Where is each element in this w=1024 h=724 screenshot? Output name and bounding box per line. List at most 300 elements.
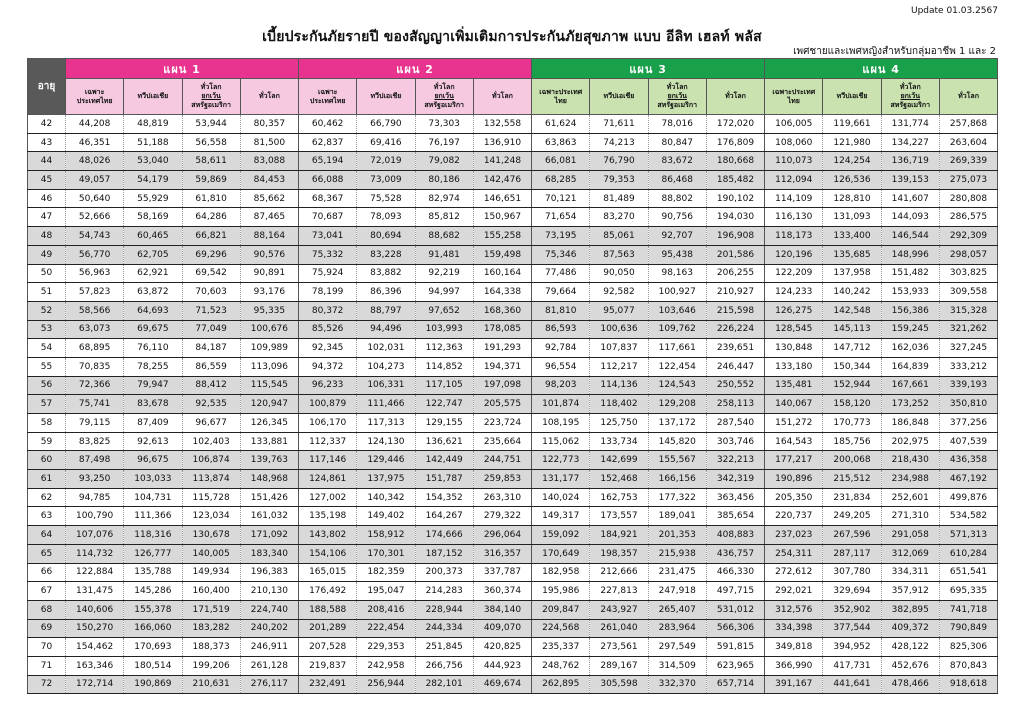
table-row [28,563,998,582]
premium-cell: 92,613 [124,432,182,451]
premium-cell: 111,366 [124,507,182,526]
table-row [28,171,998,190]
coverage-header-line: ทั่วโลก [200,83,222,91]
premium-cell: 55,929 [124,189,182,208]
premium-cell: 100,676 [240,320,298,339]
premium-cell: 244,334 [415,619,473,638]
premium-cell: 478,466 [881,675,939,694]
premium-cell: 205,575 [473,395,531,414]
premium-cell: 377,544 [823,619,881,638]
plan-2-thailand-only-header [299,79,357,115]
premium-cell: 92,219 [415,264,473,283]
coverage-header-line: ยกเว้น [900,92,920,100]
premium-cell: 189,041 [648,507,706,526]
coverage-header-line: ยกเว้น [201,92,221,100]
premium-cell: 75,924 [299,264,357,283]
premium-cell: 83,672 [648,152,706,171]
table-row [28,451,998,470]
premium-cell: 571,313 [939,526,997,545]
premium-cell: 210,927 [706,283,764,302]
premium-cell: 133,734 [590,432,648,451]
coverage-header-line: ทั่วโลก [492,92,513,100]
premium-cell: 68,285 [532,171,590,190]
premium-cell: 146,651 [473,189,531,208]
premium-cell: 66,081 [532,152,590,171]
premium-cell: 48,819 [124,115,182,134]
premium-cell: 96,677 [182,414,240,433]
premium-cell: 106,170 [299,414,357,433]
age-cell: 64 [28,526,66,545]
coverage-header-line: ยกเว้น [434,92,454,100]
premium-cell: 441,641 [823,675,881,694]
premium-cell: 115,062 [532,432,590,451]
plan-3-asia-header [590,79,648,115]
premium-cell: 103,033 [124,470,182,489]
premium-cell: 64,693 [124,301,182,320]
premium-cell: 128,545 [765,320,823,339]
premium-cell: 81,500 [240,133,298,152]
premium-cell: 263,604 [939,133,997,152]
premium-cell: 235,664 [473,432,531,451]
premium-cell: 240,202 [240,619,298,638]
premium-cell: 129,446 [357,451,415,470]
premium-cell: 350,810 [939,395,997,414]
table-row [28,470,998,489]
premium-cell: 261,128 [240,656,298,675]
premium-cell: 144,093 [881,208,939,227]
premium-cell: 566,306 [706,619,764,638]
premium-cell: 93,176 [240,283,298,302]
premium-cell: 246,447 [706,357,764,376]
premium-cell: 237,023 [765,526,823,545]
premium-cell: 75,346 [532,245,590,264]
premium-cell: 135,198 [299,507,357,526]
premium-cell: 90,576 [240,245,298,264]
table-row [28,526,998,545]
premium-cell: 201,586 [706,245,764,264]
premium-cell: 246,911 [240,638,298,657]
premium-cell: 122,454 [648,357,706,376]
premium-cell: 243,927 [590,600,648,619]
premium-cell: 170,649 [532,544,590,563]
premium-cell: 80,357 [240,115,298,134]
premium-cell: 114,852 [415,357,473,376]
premium-cell: 124,254 [823,152,881,171]
coverage-header-line: ทวีปเอเชีย [836,92,868,100]
premium-cell: 77,486 [532,264,590,283]
premium-cell: 224,568 [532,619,590,638]
premium-cell: 137,958 [823,264,881,283]
premium-cell: 382,895 [881,600,939,619]
premium-cell: 44,208 [66,115,124,134]
premium-cell: 56,963 [66,264,124,283]
premium-cell: 154,106 [299,544,357,563]
premium-cell: 140,342 [357,488,415,507]
premium-cell: 151,482 [881,264,939,283]
table-row [28,507,998,526]
plan-3-worldwide-header [706,79,764,115]
age-header: อายุ [28,59,66,115]
premium-cell: 53,944 [182,115,240,134]
premium-cell: 276,117 [240,675,298,694]
premium-cell: 287,540 [706,414,764,433]
premium-cell: 87,409 [124,414,182,433]
premium-cell: 82,974 [415,189,473,208]
premium-cell: 352,902 [823,600,881,619]
premium-cell: 235,337 [532,638,590,657]
premium-cell: 191,293 [473,339,531,358]
premium-cell: 141,607 [881,189,939,208]
age-cell: 57 [28,395,66,414]
premium-cell: 126,275 [765,301,823,320]
premium-cell: 95,335 [240,301,298,320]
plan-4-thailand-only-header [765,79,823,115]
coverage-header-line: ประเทศไทย [309,96,346,105]
premium-cell: 334,398 [765,619,823,638]
premium-cell: 86,593 [532,320,590,339]
premium-cell: 409,070 [473,619,531,638]
table-row [28,544,998,563]
premium-cell: 273,561 [590,638,648,657]
premium-cell: 262,895 [532,675,590,694]
coverage-header-line: เฉพาะประเทศ [539,87,583,96]
premium-cell: 103,646 [648,301,706,320]
premium-cell: 275,073 [939,171,997,190]
premium-cell: 436,358 [939,451,997,470]
premium-cell: 79,082 [415,152,473,171]
premium-cell: 122,884 [66,563,124,582]
plan-2-worldwide-header [473,79,531,115]
premium-cell: 79,353 [590,171,648,190]
premium-cell: 201,353 [648,526,706,545]
premium-cell: 176,492 [299,582,357,601]
premium-cell: 68,895 [66,339,124,358]
table-row [28,245,998,264]
premium-cell: 254,311 [765,544,823,563]
premium-cell: 137,975 [357,470,415,489]
premium-cell: 242,958 [357,656,415,675]
premium-cell: 327,245 [939,339,997,358]
premium-cell: 104,273 [357,357,415,376]
premium-cell: 100,879 [299,395,357,414]
premium-cell: 62,705 [124,245,182,264]
premium-cell: 95,438 [648,245,706,264]
premium-cell: 173,252 [881,395,939,414]
premium-cell: 187,152 [415,544,473,563]
premium-cell: 176,809 [706,133,764,152]
premium-cell: 135,685 [823,245,881,264]
premium-cell: 75,528 [357,189,415,208]
coverage-header-line: ไทย [554,96,567,105]
premium-cell: 92,784 [532,339,590,358]
premium-cell: 145,286 [124,582,182,601]
premium-cell: 115,545 [240,376,298,395]
premium-cell: 377,256 [939,414,997,433]
table-row [28,600,998,619]
premium-cell: 825,306 [939,638,997,657]
premium-cell: 339,193 [939,376,997,395]
premium-cell: 329,694 [823,582,881,601]
update-date: Update 01.03.2567 [911,6,998,16]
premium-cell: 165,015 [299,563,357,582]
premium-cell: 186,848 [881,414,939,433]
premium-cell: 131,774 [881,115,939,134]
premium-cell: 83,088 [240,152,298,171]
premium-cell: 92,535 [182,395,240,414]
age-cell: 53 [28,320,66,339]
coverage-header-line: ทั่วโลก [258,92,280,100]
age-cell: 47 [28,208,66,227]
table-row [28,133,998,152]
premium-cell: 112,217 [590,357,648,376]
premium-cell: 117,146 [299,451,357,470]
premium-cell: 534,582 [939,507,997,526]
premium-cell: 394,952 [823,638,881,657]
premium-cell: 92,582 [590,283,648,302]
premium-cell: 117,661 [648,339,706,358]
age-cell: 69 [28,619,66,638]
coverage-header-line: สหรัฐอเมริกา [890,101,931,109]
premium-cell: 85,812 [415,208,473,227]
premium-cell: 226,224 [706,320,764,339]
coverage-header-line: เฉพาะ [317,87,338,96]
age-cell: 71 [28,656,66,675]
premium-cell: 102,403 [182,432,240,451]
premium-cell: 531,012 [706,600,764,619]
premium-cell: 133,180 [765,357,823,376]
premium-cell: 83,270 [590,208,648,227]
premium-cell: 252,601 [881,488,939,507]
table-row [28,264,998,283]
age-cell: 52 [28,301,66,320]
age-cell: 48 [28,227,66,246]
plan-1-header: แผน 1 [66,59,299,79]
premium-cell: 239,651 [706,339,764,358]
age-cell: 60 [28,451,66,470]
premium-cell: 114,732 [66,544,124,563]
premium-cell: 96,233 [299,376,357,395]
premium-cell: 170,693 [124,638,182,657]
plan-3-thailand-only-header [532,79,590,115]
table-row [28,619,998,638]
premium-cell: 142,476 [473,171,531,190]
premium-cell: 86,468 [648,171,706,190]
premium-cell: 75,332 [299,245,357,264]
premium-cell: 75,741 [66,395,124,414]
premium-cell: 73,009 [357,171,415,190]
premium-cell: 152,944 [823,376,881,395]
premium-cell: 215,938 [648,544,706,563]
plan-4-worldwide-excl-usa-header [881,79,939,115]
premium-cell: 184,921 [590,526,648,545]
premium-cell: 247,918 [648,582,706,601]
premium-cell: 209,847 [532,600,590,619]
premium-cell: 428,122 [881,638,939,657]
premium-cell: 73,041 [299,227,357,246]
premium-cell: 265,407 [648,600,706,619]
premium-cell: 171,519 [182,600,240,619]
premium-cell: 208,416 [357,600,415,619]
premium-cell: 148,996 [881,245,939,264]
premium-cell: 173,557 [590,507,648,526]
age-cell: 54 [28,339,66,358]
premium-cell: 123,034 [182,507,240,526]
table-row [28,395,998,414]
premium-cell: 78,255 [124,357,182,376]
age-cell: 56 [28,376,66,395]
premium-cell: 357,912 [881,582,939,601]
table-row [28,675,998,694]
premium-cell: 72,366 [66,376,124,395]
premium-cell: 466,330 [706,563,764,582]
premium-cell: 92,345 [299,339,357,358]
coverage-header-row [28,79,998,115]
premium-cell: 60,465 [124,227,182,246]
premium-cell: 291,058 [881,526,939,545]
premium-cell: 150,344 [823,357,881,376]
premium-cell: 125,750 [590,414,648,433]
coverage-header-line: ทั่วโลก [433,83,455,91]
age-cell: 68 [28,600,66,619]
plan-4-header: แผน 4 [765,59,998,79]
premium-cell: 163,346 [66,656,124,675]
premium-cell: 112,363 [415,339,473,358]
premium-cell: 651,541 [939,563,997,582]
table-row [28,189,998,208]
premium-cell: 118,402 [590,395,648,414]
premium-cell: 174,666 [415,526,473,545]
premium-cell: 155,567 [648,451,706,470]
premium-cell: 84,453 [240,171,298,190]
premium-cell: 248,762 [532,656,590,675]
premium-cell: 78,199 [299,283,357,302]
age-cell: 44 [28,152,66,171]
premium-cell: 120,196 [765,245,823,264]
premium-cell: 234,988 [881,470,939,489]
premium-cell: 444,923 [473,656,531,675]
premium-cell: 124,130 [357,432,415,451]
premium-cell: 149,317 [532,507,590,526]
premium-cell: 202,975 [881,432,939,451]
premium-cell: 177,322 [648,488,706,507]
premium-cell: 197,098 [473,376,531,395]
premium-cell: 244,751 [473,451,531,470]
premium-cell: 249,205 [823,507,881,526]
premium-cell: 154,352 [415,488,473,507]
premium-cell: 121,980 [823,133,881,152]
premium-cell: 74,213 [590,133,648,152]
premium-cell: 289,167 [590,656,648,675]
premium-cell: 312,069 [881,544,939,563]
plan-1-asia-header [124,79,182,115]
premium-cell: 150,270 [66,619,124,638]
premium-cell: 130,848 [765,339,823,358]
table-row [28,320,998,339]
age-cell: 61 [28,470,66,489]
premium-cell: 623,965 [706,656,764,675]
premium-cell: 81,810 [532,301,590,320]
premium-cell: 269,339 [939,152,997,171]
premium-cell: 86,559 [182,357,240,376]
premium-cell: 417,731 [823,656,881,675]
premium-cell: 79,947 [124,376,182,395]
premium-cell: 60,462 [299,115,357,134]
age-cell: 45 [28,171,66,190]
premium-cell: 139,763 [240,451,298,470]
premium-cell: 287,117 [823,544,881,563]
premium-cell: 124,233 [765,283,823,302]
premium-cell: 98,163 [648,264,706,283]
premium-cell: 160,164 [473,264,531,283]
premium-cell: 182,359 [357,563,415,582]
premium-cell: 114,136 [590,376,648,395]
premium-cell: 172,714 [66,675,124,694]
coverage-header-line: ทั่วโลก [899,83,921,91]
premium-cell: 695,335 [939,582,997,601]
premium-cell: 145,113 [823,320,881,339]
premium-cell: 73,195 [532,227,590,246]
premium-cell: 657,714 [706,675,764,694]
premium-cell: 46,351 [66,133,124,152]
premium-cell: 222,454 [357,619,415,638]
premium-cell: 741,718 [939,600,997,619]
premium-cell: 134,227 [881,133,939,152]
premium-cell: 107,076 [66,526,124,545]
premium-cell: 257,868 [939,115,997,134]
premium-cell: 342,319 [706,470,764,489]
premium-cell: 132,558 [473,115,531,134]
coverage-header-line: ไทย [787,96,800,105]
premium-cell: 188,588 [299,600,357,619]
premium-cell: 159,498 [473,245,531,264]
premium-cell: 93,250 [66,470,124,489]
premium-cell: 183,282 [182,619,240,638]
premium-table-body [28,115,998,694]
coverage-header-line: ทวีปเอเชีย [137,92,169,100]
premium-cell: 69,416 [357,133,415,152]
plan-1-thailand-only-header [66,79,124,115]
premium-cell: 283,964 [648,619,706,638]
premium-cell: 136,719 [881,152,939,171]
premium-cell: 61,624 [532,115,590,134]
premium-cell: 212,666 [590,563,648,582]
premium-cell: 133,400 [823,227,881,246]
table-row [28,208,998,227]
premium-cell: 56,770 [66,245,124,264]
premium-cell: 152,468 [590,470,648,489]
premium-cell: 70,835 [66,357,124,376]
premium-cell: 69,542 [182,264,240,283]
premium-cell: 870,843 [939,656,997,675]
premium-cell: 194,371 [473,357,531,376]
coverage-header-line: เฉพาะประเทศ [772,87,816,96]
premium-cell: 227,813 [590,582,648,601]
premium-cell: 129,208 [648,395,706,414]
premium-cell: 258,113 [706,395,764,414]
premium-cell: 159,245 [881,320,939,339]
premium-cell: 210,631 [182,675,240,694]
premium-cell: 155,378 [124,600,182,619]
premium-cell: 106,331 [357,376,415,395]
premium-cell: 420,825 [473,638,531,657]
age-cell: 49 [28,245,66,264]
premium-cell: 171,092 [240,526,298,545]
table-row [28,227,998,246]
premium-cell: 63,073 [66,320,124,339]
premium-cell: 80,847 [648,133,706,152]
premium-cell: 118,173 [765,227,823,246]
premium-cell: 90,756 [648,208,706,227]
